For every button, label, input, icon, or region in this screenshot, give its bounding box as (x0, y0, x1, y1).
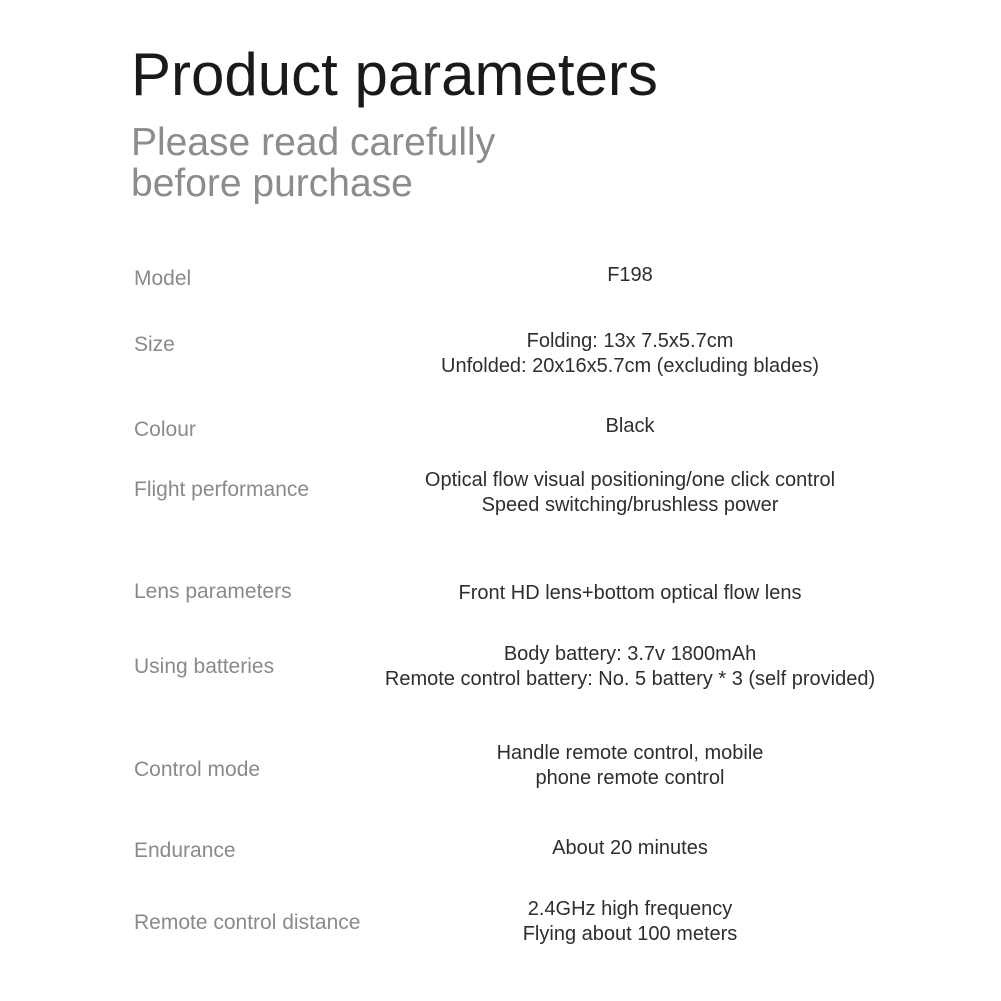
param-label: Lens parameters (134, 580, 292, 603)
param-value (330, 642, 930, 692)
param-value-line: Front HD lens+bottom optical flow lens (458, 582, 802, 604)
param-value (330, 414, 930, 439)
param-label: Size (134, 333, 175, 356)
param-value-line: Black (605, 415, 655, 437)
param-label: Endurance (134, 839, 236, 862)
page-subtitle (131, 122, 495, 204)
param-value-line: Flying about 100 meters (522, 923, 738, 945)
page-title: Product parameters (131, 41, 658, 108)
param-value (330, 836, 930, 861)
param-label: Flight performance (134, 478, 310, 501)
param-label: Model (134, 267, 192, 290)
param-value-line: Handle remote control, mobile (496, 742, 764, 764)
param-value (330, 263, 930, 288)
param-value-line: Optical flow visual positioning/one click control (424, 469, 836, 491)
subtitle-line: Please read carefully (131, 121, 496, 164)
param-value-line: F198 (607, 264, 653, 286)
param-label: Colour (134, 418, 196, 441)
param-value-line: About 20 minutes (552, 837, 708, 859)
param-value (330, 897, 930, 947)
param-value-line: Unfolded: 20x16x5.7cm (excluding blades) (441, 355, 819, 377)
param-value-line: Remote control battery: No. 5 battery * 3 (self provided) (384, 668, 876, 690)
param-value (330, 581, 930, 606)
param-value-line: Folding: 13x 7.5x5.7cm (526, 330, 734, 352)
param-label: Remote control distance (134, 911, 361, 934)
subtitle-line: before purchase (131, 162, 413, 205)
param-value-line: phone remote control (535, 767, 725, 789)
param-value-line: Speed switching/brushless power (481, 494, 779, 516)
param-value-line: 2.4GHz high frequency (527, 898, 733, 920)
param-label: Using batteries (134, 655, 275, 678)
param-value (330, 468, 930, 518)
param-value (330, 329, 930, 379)
param-value (330, 741, 930, 791)
param-label: Control mode (134, 758, 261, 781)
param-value-line: Body battery: 3.7v 1800mAh (503, 643, 757, 665)
